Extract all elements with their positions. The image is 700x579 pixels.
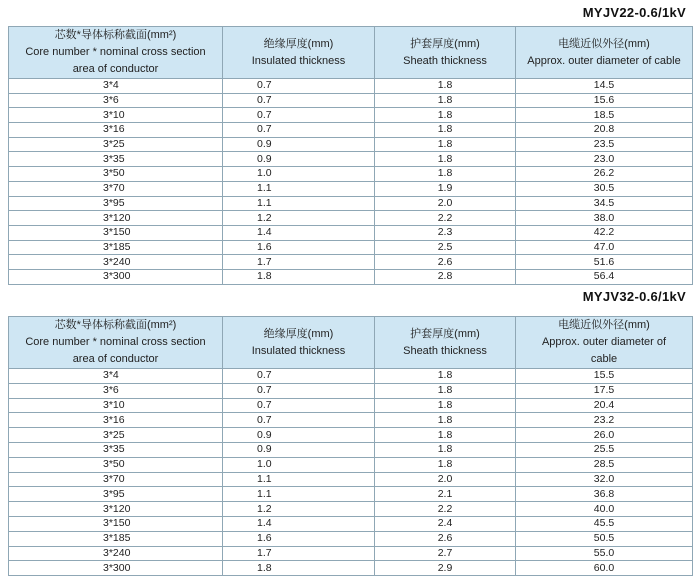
cell-sheath: 1.8	[375, 123, 516, 138]
cell-diameter: 56.4	[516, 269, 693, 284]
cell-insulation: 0.7	[223, 79, 375, 94]
table-row	[9, 108, 693, 123]
cell-sheath: 1.8	[375, 369, 516, 384]
cell-conductor: 3*6	[9, 93, 223, 108]
cell-sheath: 1.8	[375, 413, 516, 428]
header-conductor-cn: 芯数*导体标称截面(mm²)	[54, 319, 177, 331]
cell-diameter: 15.5	[516, 369, 693, 384]
table-row	[9, 123, 693, 138]
cell-diameter: 36.8	[516, 487, 693, 502]
cell-conductor: 3*95	[9, 487, 223, 502]
header-row	[9, 27, 693, 79]
cell-diameter: 23.5	[516, 137, 693, 152]
cell-diameter: 15.6	[516, 93, 693, 108]
table-row	[9, 79, 693, 94]
cell-conductor: 3*4	[9, 369, 223, 384]
cell-insulation: 1.6	[223, 240, 375, 255]
cell-conductor: 3*50	[9, 167, 223, 182]
header-diameter-cn: 电缆近似外径(mm)	[558, 37, 650, 50]
table-row	[9, 137, 693, 152]
cell-diameter: 23.0	[516, 152, 693, 167]
cell-insulation: 0.7	[223, 123, 375, 138]
header-conductor-en-2: area of conductor	[72, 63, 159, 75]
cell-conductor: 3*16	[9, 413, 223, 428]
header-conductor-en-1: Core number * nominal cross section	[25, 46, 206, 58]
cell-sheath: 2.6	[375, 531, 516, 546]
cell-insulation: 0.7	[223, 383, 375, 398]
table-1-body	[9, 79, 693, 285]
cell-insulation: 1.1	[223, 196, 375, 211]
header-sheath	[375, 317, 516, 369]
header-insulation	[223, 27, 375, 79]
header-conductor-en-2: area of conductor	[72, 353, 159, 365]
cell-conductor: 3*120	[9, 211, 223, 226]
header-insulation	[223, 317, 375, 369]
cell-diameter: 51.6	[516, 255, 693, 270]
cell-insulation: 1.6	[223, 531, 375, 546]
cell-diameter: 60.0	[516, 561, 693, 576]
cell-insulation: 1.0	[223, 167, 375, 182]
cell-sheath: 2.1	[375, 487, 516, 502]
cell-insulation: 0.7	[223, 369, 375, 384]
table-row	[9, 383, 693, 398]
header-row	[9, 317, 693, 369]
cell-conductor: 3*120	[9, 502, 223, 517]
cell-conductor: 3*70	[9, 472, 223, 487]
cell-sheath: 2.8	[375, 269, 516, 284]
cell-sheath: 1.8	[375, 108, 516, 123]
cell-sheath: 2.2	[375, 502, 516, 517]
cell-sheath: 2.0	[375, 472, 516, 487]
cell-conductor: 3*300	[9, 269, 223, 284]
header-diameter-en-2: cable	[590, 353, 618, 365]
cell-conductor: 3*240	[9, 546, 223, 561]
table-row	[9, 255, 693, 270]
cell-insulation: 1.1	[223, 487, 375, 502]
table-row	[9, 240, 693, 255]
header-sheath-en: Sheath thickness	[403, 54, 487, 67]
table-row	[9, 428, 693, 443]
cell-sheath: 1.8	[375, 79, 516, 94]
cell-conductor: 3*6	[9, 383, 223, 398]
table-row	[9, 211, 693, 226]
table-row	[9, 516, 693, 531]
cell-diameter: 55.0	[516, 546, 693, 561]
cell-sheath: 1.8	[375, 428, 516, 443]
cell-conductor: 3*35	[9, 152, 223, 167]
cell-conductor: 3*300	[9, 561, 223, 576]
cell-insulation: 1.1	[223, 181, 375, 196]
cell-sheath: 2.2	[375, 211, 516, 226]
cell-diameter: 34.5	[516, 196, 693, 211]
cell-conductor: 3*185	[9, 531, 223, 546]
table-row	[9, 472, 693, 487]
cell-diameter: 25.5	[516, 442, 693, 457]
cell-sheath: 1.8	[375, 383, 516, 398]
cell-diameter: 14.5	[516, 79, 693, 94]
table-row	[9, 369, 693, 384]
cell-sheath: 1.8	[375, 137, 516, 152]
cell-conductor: 3*25	[9, 428, 223, 443]
cell-diameter: 30.5	[516, 181, 693, 196]
header-conductor	[9, 27, 223, 79]
table-row	[9, 225, 693, 240]
table-row	[9, 487, 693, 502]
cell-sheath: 2.5	[375, 240, 516, 255]
table-2-title: MYJV32-0.6/1kV	[582, 289, 686, 304]
table-row	[9, 561, 693, 576]
table-row	[9, 502, 693, 517]
spec-table-2	[8, 316, 693, 576]
cell-sheath: 2.0	[375, 196, 516, 211]
cell-sheath: 1.8	[375, 398, 516, 413]
cell-sheath: 2.6	[375, 255, 516, 270]
cell-insulation: 1.4	[223, 516, 375, 531]
table-row	[9, 546, 693, 561]
cell-insulation: 1.7	[223, 546, 375, 561]
cell-diameter: 47.0	[516, 240, 693, 255]
cell-sheath: 2.7	[375, 546, 516, 561]
table-row	[9, 442, 693, 457]
cell-insulation: 1.2	[223, 211, 375, 226]
cell-insulation: 1.8	[223, 561, 375, 576]
cell-sheath: 1.8	[375, 167, 516, 182]
header-insulation-cn: 绝缘厚度(mm)	[263, 37, 334, 50]
cell-conductor: 3*150	[9, 516, 223, 531]
cell-insulation: 0.7	[223, 398, 375, 413]
table-row	[9, 196, 693, 211]
cell-sheath: 1.8	[375, 442, 516, 457]
cell-diameter: 40.0	[516, 502, 693, 517]
cell-insulation: 1.4	[223, 225, 375, 240]
cell-conductor: 3*10	[9, 398, 223, 413]
header-conductor-en-1: Core number * nominal cross section	[25, 336, 206, 348]
cell-sheath: 2.9	[375, 561, 516, 576]
cell-insulation: 0.9	[223, 428, 375, 443]
cell-conductor: 3*16	[9, 123, 223, 138]
cell-conductor: 3*4	[9, 79, 223, 94]
header-insulation-cn: 绝缘厚度(mm)	[263, 327, 334, 340]
cell-sheath: 1.8	[375, 457, 516, 472]
table-row	[9, 152, 693, 167]
cell-diameter: 38.0	[516, 211, 693, 226]
cell-sheath: 1.8	[375, 93, 516, 108]
cell-sheath: 1.8	[375, 152, 516, 167]
cell-insulation: 0.9	[223, 137, 375, 152]
cell-insulation: 0.7	[223, 413, 375, 428]
cell-diameter: 23.2	[516, 413, 693, 428]
cell-insulation: 0.7	[223, 108, 375, 123]
cell-diameter: 26.2	[516, 167, 693, 182]
header-sheath-cn: 护套厚度(mm)	[410, 327, 480, 340]
cell-conductor: 3*95	[9, 196, 223, 211]
table-2-body	[9, 369, 693, 576]
cell-conductor: 3*10	[9, 108, 223, 123]
header-conductor-cn: 芯数*导体标称截面(mm²)	[54, 29, 177, 41]
header-diameter	[516, 317, 693, 369]
table-row	[9, 181, 693, 196]
header-diameter-en-1: Approx. outer diameter of	[541, 336, 667, 348]
header-diameter-cn: 电缆近似外径(mm)	[558, 319, 650, 331]
cell-diameter: 20.4	[516, 398, 693, 413]
table-row	[9, 398, 693, 413]
table-row	[9, 93, 693, 108]
cell-conductor: 3*50	[9, 457, 223, 472]
cell-diameter: 50.5	[516, 531, 693, 546]
table-row	[9, 167, 693, 182]
cell-diameter: 17.5	[516, 383, 693, 398]
cell-conductor: 3*150	[9, 225, 223, 240]
table-row	[9, 413, 693, 428]
spec-table-1	[8, 26, 693, 285]
cell-sheath: 1.9	[375, 181, 516, 196]
header-diameter-en: Approx. outer diameter of cable	[527, 54, 681, 67]
cell-insulation: 0.9	[223, 152, 375, 167]
cell-insulation: 0.9	[223, 442, 375, 457]
cell-conductor: 3*35	[9, 442, 223, 457]
cell-insulation: 1.2	[223, 502, 375, 517]
header-insulation-en: Insulated thickness	[251, 54, 346, 67]
header-sheath	[375, 27, 516, 79]
header-sheath-en: Sheath thickness	[403, 344, 487, 357]
cell-diameter: 20.8	[516, 123, 693, 138]
header-sheath-cn: 护套厚度(mm)	[410, 37, 480, 50]
cell-diameter: 45.5	[516, 516, 693, 531]
cell-diameter: 18.5	[516, 108, 693, 123]
cell-sheath: 2.3	[375, 225, 516, 240]
cell-insulation: 1.0	[223, 457, 375, 472]
cell-conductor: 3*70	[9, 181, 223, 196]
table-row	[9, 457, 693, 472]
header-insulation-en: Insulated thickness	[251, 344, 346, 357]
cell-sheath: 2.4	[375, 516, 516, 531]
table-row	[9, 531, 693, 546]
header-diameter	[516, 27, 693, 79]
cell-diameter: 32.0	[516, 472, 693, 487]
cell-conductor: 3*240	[9, 255, 223, 270]
cell-conductor: 3*25	[9, 137, 223, 152]
cell-insulation: 1.7	[223, 255, 375, 270]
cell-diameter: 26.0	[516, 428, 693, 443]
cell-insulation: 1.8	[223, 269, 375, 284]
cell-diameter: 28.5	[516, 457, 693, 472]
cell-insulation: 0.7	[223, 93, 375, 108]
cell-insulation: 1.1	[223, 472, 375, 487]
table-1-title: MYJV22-0.6/1kV	[582, 5, 686, 20]
table-row	[9, 269, 693, 284]
header-conductor	[9, 317, 223, 369]
cell-conductor: 3*185	[9, 240, 223, 255]
cell-diameter: 42.2	[516, 225, 693, 240]
